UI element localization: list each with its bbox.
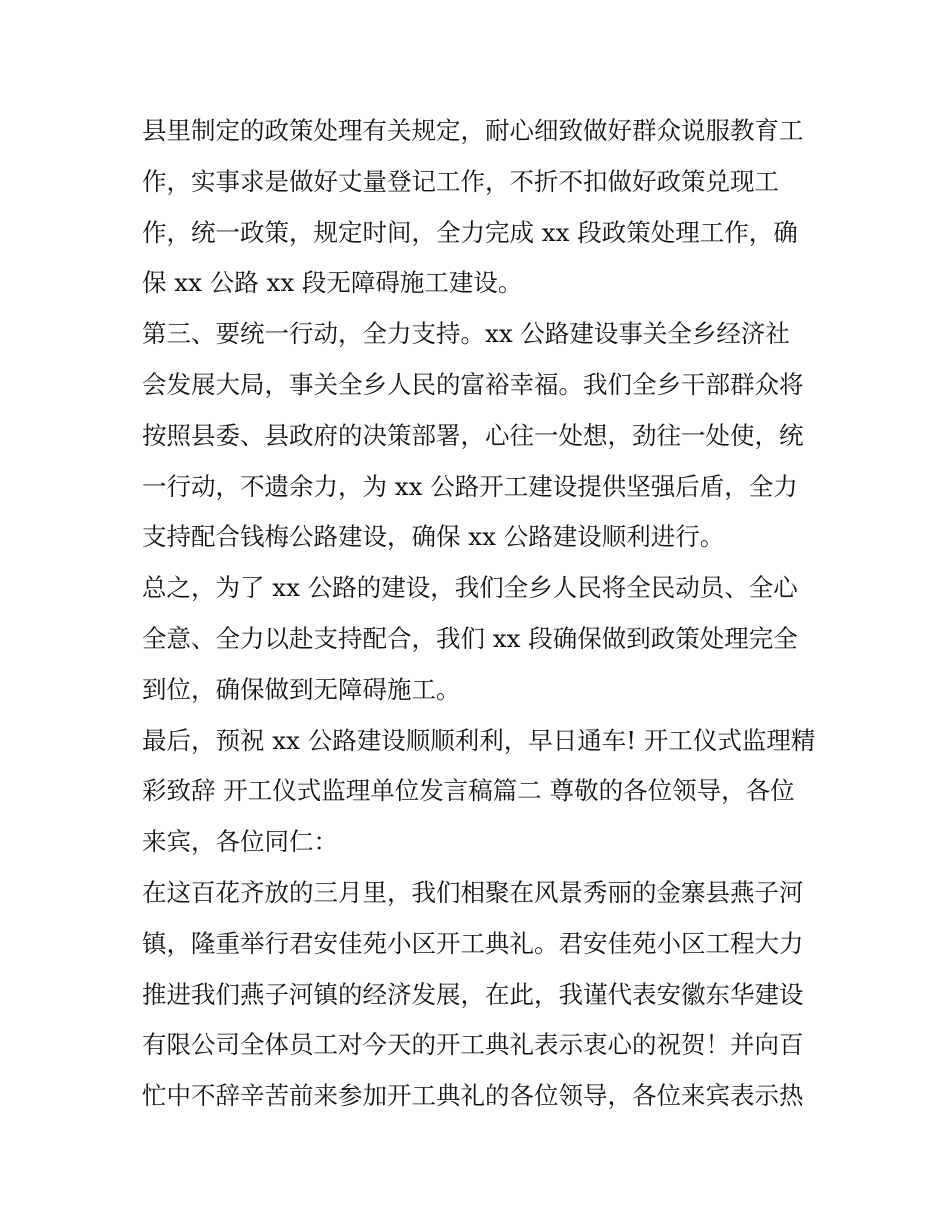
- text-line: 一行动，不遗余力，为 xx 公路开工建设提供坚强后盾，全力: [142, 471, 798, 501]
- text-line: 镇，隆重举行君安佳苑小区开工典礼。君安佳苑小区工程大力: [142, 928, 804, 958]
- text-line: 彩致辞 开工仪式监理单位发言稿篇二 尊敬的各位领导，各位: [142, 776, 795, 806]
- text-line: 保 xx 公路 xx 段无障碍施工建设。: [142, 268, 523, 298]
- text-line: 在这百花齐放的三月里，我们相聚在风景秀丽的金寨县燕子河: [142, 877, 804, 907]
- text-line: 总之，为了 xx 公路的建设，我们全乡人民将全民动员、全心: [142, 573, 798, 603]
- text-line: 来宾，各位同仁：: [142, 827, 338, 857]
- text-line: 按照县委、县政府的决策部署，心往一处想，劲往一处使，统: [142, 420, 804, 450]
- text-line: 到位，确保做到无障碍施工。: [142, 674, 461, 704]
- text-line: 最后，预祝 xx 公路建设顺顺利利，早日通车! 开工仪式监理精: [142, 725, 816, 755]
- text-line: 全意、全力以赴支持配合，我们 xx 段确保做到政策处理完全: [142, 623, 798, 653]
- text-line: 第三、要统一行动，全力支持。xx 公路建设事关全乡经济社: [142, 319, 790, 349]
- text-line: 会发展大局，事关全乡人民的富裕幸福。我们全乡干部群众将: [142, 369, 804, 399]
- text-line: 县里制定的政策处理有关规定，耐心细致做好群众说服教育工: [142, 116, 804, 145]
- text-line: 作，统一政策，规定时间，全力完成 xx 段政策处理工作，确: [142, 217, 798, 247]
- body-text: [142, 106, 822, 1122]
- text-line: 支持配合钱梅公路建设，确保 xx 公路建设顺利进行。: [142, 522, 725, 552]
- text-line: 推进我们燕子河镇的经济发展，在此，我谨代表安徽东华建设: [142, 979, 804, 1009]
- text-line: 作，实事求是做好丈量登记工作，不折不扣做好政策兑现工: [142, 166, 779, 196]
- text-line: 忙中不辞辛苦前来参加开工典礼的各位领导，各位来宾表示热: [142, 1081, 804, 1111]
- text-line: 有限公司全体员工对今天的开工典礼表示衷心的祝贺！并向百: [142, 1030, 804, 1060]
